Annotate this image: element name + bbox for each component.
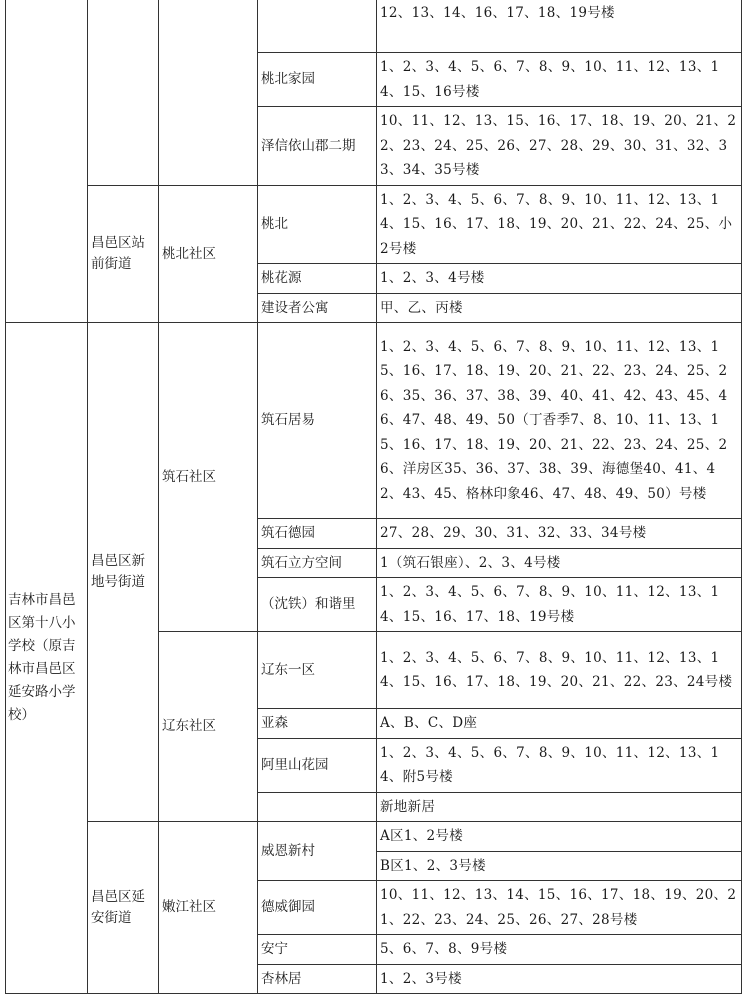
community-cell: 辽东社区 bbox=[159, 632, 258, 822]
residence-name: 建设者公寓 bbox=[258, 293, 377, 323]
building-list: 27、28、29、30、31、32、33、34号楼 bbox=[377, 519, 742, 549]
residence-name: 筑石德园 bbox=[258, 519, 377, 549]
building-list: A区1、2号楼 bbox=[377, 822, 742, 852]
table-row bbox=[6, 0, 742, 53]
building-list: 1、2、3、4、5、6、7、8、9、10、11、12、13、14、附5号楼 bbox=[377, 738, 742, 792]
building-list: 1、2、3、4号楼 bbox=[377, 264, 742, 294]
table-row bbox=[6, 185, 742, 264]
building-list: 5、6、7、8、9号楼 bbox=[377, 935, 742, 965]
community-cell: 筑石社区 bbox=[159, 323, 258, 632]
residence-name: 安宁 bbox=[258, 935, 377, 965]
building-list: A、B、C、D座 bbox=[377, 709, 742, 739]
building-list: 甲、乙、丙楼 bbox=[377, 293, 742, 323]
community-cell: 桃北社区 bbox=[159, 185, 258, 323]
residence-name: 筑石立方空间 bbox=[258, 548, 377, 578]
street-cell: 昌邑区新地号街道 bbox=[88, 323, 159, 822]
residence-name: 辽东一区 bbox=[258, 632, 377, 709]
table-row bbox=[6, 822, 742, 852]
community-cell bbox=[159, 0, 258, 185]
residence-name: 桃花源 bbox=[258, 264, 377, 294]
school-cell: 吉林市昌邑区第十八小学校（原吉林市昌邑区延安路小学校） bbox=[6, 323, 88, 994]
residence-name: 亚森 bbox=[258, 709, 377, 739]
school-district-table bbox=[5, 0, 742, 994]
residence-name: （沈铁）和谐里 bbox=[258, 578, 377, 632]
building-list: 1、2、3、4、5、6、7、8、9、10、11、12、13、14、15、16、17、18、19、20、21、22、23、24号楼 bbox=[377, 632, 742, 709]
building-list: 10、11、12、13、15、16、17、18、19、20、21、22、23、24、25、26、27、28、29、30、31、32、33、34、35号楼 bbox=[377, 107, 742, 186]
residence-name bbox=[258, 792, 377, 822]
residence-name: 桃北 bbox=[258, 185, 377, 264]
residence-name: 桃北家园 bbox=[258, 53, 377, 107]
residence-name: 德威御园 bbox=[258, 881, 377, 935]
residence-name: 威恩新村 bbox=[258, 822, 377, 881]
building-list: 1、2、3、4、5、6、7、8、9、10、11、12、13、15、16、17、18、19、20、21、22、23、24、25、26、35、36、37、38、39、40、41、42、43、45、46、47、48、49、50（丁香季7、8、10、11、13、15、16、17、18、19、20、21、22、23、24、25、26、洋房区35、36、37、38、39、海德堡40、41、42、43、45、格林印象46、47、48、49、50）号楼 bbox=[377, 323, 742, 519]
building-list: 1、2、3、4、5、6、7、8、9、10、11、12、13、14、15、16、17、18、19、20、21、22、24、25、小2号楼 bbox=[377, 185, 742, 264]
building-list: 1、2、3、4、5、6、7、8、9、10、11、12、13、14、15、16、17、18、19号楼 bbox=[377, 578, 742, 632]
residence-name: 筑石居易 bbox=[258, 323, 377, 519]
building-list: 12、13、14、16、17、18、19号楼 bbox=[377, 0, 742, 53]
table-row bbox=[6, 323, 742, 519]
street-cell: 昌邑区延安街道 bbox=[88, 822, 159, 994]
residence-name bbox=[258, 0, 377, 53]
community-cell: 嫩江社区 bbox=[159, 822, 258, 994]
street-cell: 昌邑区站前街道 bbox=[88, 185, 159, 323]
residence-name: 泽信依山郡二期 bbox=[258, 107, 377, 186]
building-list: 1、2、3号楼 bbox=[377, 964, 742, 994]
building-list: 1（筑石银座）、2、3、4号楼 bbox=[377, 548, 742, 578]
residence-name: 杏林居 bbox=[258, 964, 377, 994]
street-cell bbox=[88, 0, 159, 185]
building-list: B区1、2、3号楼 bbox=[377, 851, 742, 881]
school-cell bbox=[6, 0, 88, 323]
building-list: 10、11、12、13、14、15、16、17、18、19、20、21、22、23、24、25、26、27、28号楼 bbox=[377, 881, 742, 935]
building-list: 1、2、3、4、5、6、7、8、9、10、11、12、13、14、15、16号楼 bbox=[377, 53, 742, 107]
residence-name: 阿里山花园 bbox=[258, 738, 377, 792]
building-list: 新地新居 bbox=[377, 792, 742, 822]
